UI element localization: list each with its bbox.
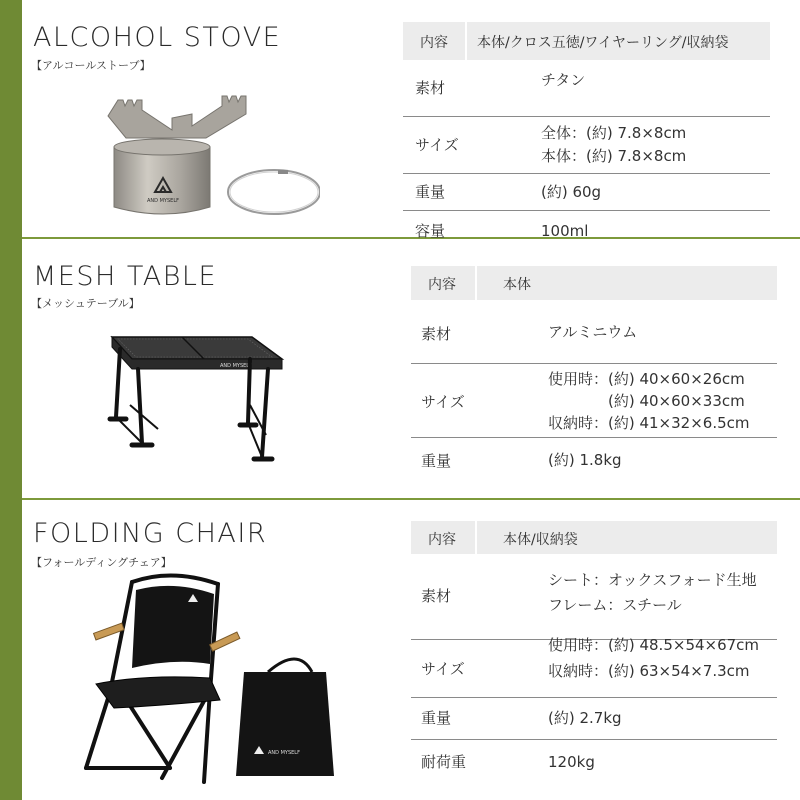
spec-key: 重量	[421, 452, 452, 470]
spec-value: (約) 1.8kg	[548, 451, 622, 469]
spec-key: 重量	[415, 183, 446, 201]
spec-key: サイズ	[421, 660, 465, 678]
section-subtitle: 【フォールディングチェア】	[31, 556, 172, 569]
alcohol-stove-image	[100, 92, 320, 222]
spec-value: 100ml	[541, 222, 589, 240]
head-value: 本体	[503, 277, 531, 293]
spec-value: チタン	[541, 71, 586, 89]
spec-table-head	[403, 22, 770, 60]
storage-bag	[236, 672, 334, 776]
spec-key: 容量	[415, 222, 446, 240]
spec-value: アルミニウム	[548, 323, 638, 341]
spec-value: (約) 40×60×33cm	[608, 392, 745, 410]
spec-table	[411, 266, 777, 491]
head-key: 内容	[420, 35, 448, 51]
logo-caption: AND MYSELF	[220, 363, 252, 369]
logo-caption: AND MYSELF	[268, 750, 300, 756]
spec-table-head	[411, 266, 777, 300]
spec-key: 素材	[421, 325, 452, 343]
section-subtitle: 【メッシュテーブル】	[31, 297, 140, 310]
spec-key: 耐荷重	[421, 753, 467, 771]
spec-row	[403, 60, 770, 117]
spec-value: 収納時：(約) 41×32×6.5cm	[548, 414, 750, 432]
head-value: 本体/クロス五徳/ワイヤーリング/収納袋	[477, 35, 729, 51]
spec-table	[411, 521, 777, 791]
spec-table-head	[411, 521, 777, 554]
spec-row	[411, 554, 777, 640]
spec-row	[411, 636, 777, 698]
head-key: 内容	[428, 277, 456, 293]
spec-row	[403, 211, 770, 251]
section-divider	[22, 498, 800, 500]
spec-key: 素材	[415, 79, 446, 97]
spec-key: 素材	[421, 587, 452, 605]
section-title: MESH TABLE	[33, 261, 218, 292]
spec-row	[411, 300, 777, 364]
spec-row	[411, 364, 777, 438]
spec-value: 120kg	[548, 753, 595, 771]
section-title: ALCOHOL STOVE	[33, 22, 282, 53]
spec-value: 本体：(約) 7.8×8cm	[541, 147, 687, 165]
section-title: FOLDING CHAIR	[33, 518, 268, 549]
table-top	[112, 337, 282, 359]
spec-key: サイズ	[415, 136, 459, 154]
logo-caption: AND MYSELF	[147, 198, 179, 204]
spec-value: シート：オックスフォード生地	[548, 571, 757, 589]
spec-row	[403, 117, 770, 174]
spec-row	[411, 438, 777, 488]
spec-value: 使用時：(約) 48.5×54×67cm	[548, 636, 760, 654]
spec-value: (約) 2.7kg	[548, 709, 622, 727]
mesh-table-image	[100, 325, 290, 475]
spec-value: フレーム：スチール	[548, 596, 682, 614]
accent-bar	[0, 0, 22, 800]
spec-value: 全体：(約) 7.8×8cm	[541, 124, 687, 142]
head-key: 内容	[428, 532, 456, 548]
section-subtitle: 【アルコールストーブ】	[31, 59, 151, 72]
spec-value: 収納時：(約) 63×54×7.3cm	[548, 662, 750, 680]
spec-row	[411, 740, 777, 785]
spec-row	[403, 174, 770, 211]
spec-value: 使用時：(約) 40×60×26cm	[548, 370, 745, 388]
folding-chair-image	[70, 572, 340, 792]
head-value: 本体/収納袋	[503, 532, 578, 548]
wire-ring	[228, 170, 320, 214]
spec-key: サイズ	[421, 393, 465, 411]
trivet-shape	[108, 96, 246, 138]
spec-key: 重量	[421, 709, 452, 727]
spec-row	[411, 698, 777, 740]
spec-table	[403, 22, 770, 240]
chair-back	[132, 586, 214, 668]
storage-bag-handle	[268, 659, 312, 672]
spec-value: (約) 60g	[541, 183, 602, 201]
